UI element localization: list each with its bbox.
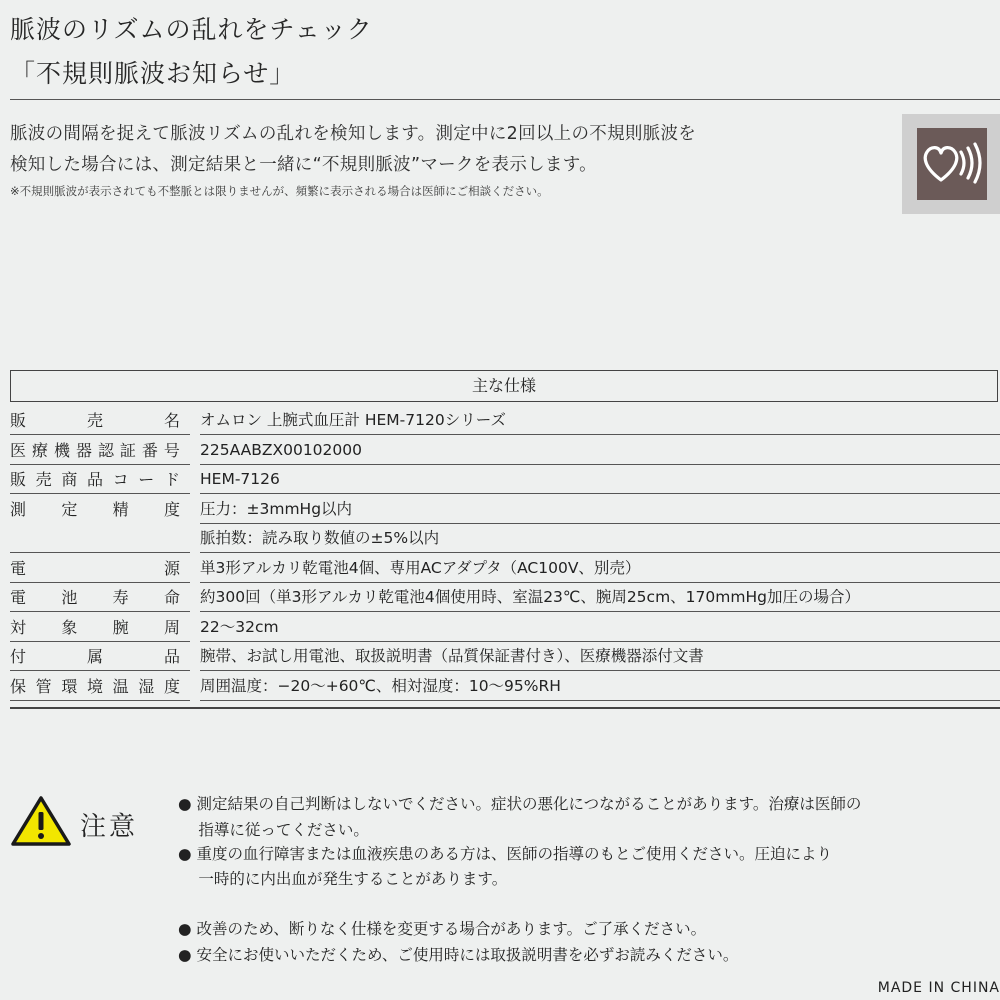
spec-label: 販 売 商 品 コ ー ド — [10, 470, 180, 489]
caution-label: 注意 — [80, 812, 139, 842]
spec-label: 付 属 品 — [10, 647, 180, 666]
page-title: 脈波のリズムの乱れをチェック — [10, 15, 373, 44]
divider — [10, 99, 1000, 100]
description-line-1: 脈波の間隔を捉えて脈波リズムの乱れを検知します。測定中に2回以上の不規則脈波を — [10, 124, 697, 144]
spec-value: オムロン 上腕式血圧計 HEM-7120シリーズ — [200, 411, 506, 429]
spec-value: 圧力：±3mmHg以内 — [200, 499, 353, 518]
spec-label: 保 管 環 境 温 湿 度 — [10, 676, 180, 696]
spec-label: 電 源 — [10, 558, 180, 578]
caution-line: ● 重度の血行障害または血液疾患のある方は、医師の指導のもとご使用ください。圧迫により — [178, 845, 832, 863]
description-note: ※不規則脈波が表示されても不整脈とは限りませんが、頻繁に表示される場合は医師にご相談ください。 — [10, 184, 549, 198]
caution-line: 指導に従ってください。 — [178, 821, 369, 839]
spec-row — [10, 524, 1000, 553]
spec-value: 225AABZX00102000 — [200, 440, 362, 459]
description-line-2: 検知した場合には、測定結果と一緒に“不規則脈波”マークを表示します。 — [10, 155, 597, 175]
spec-row — [10, 436, 1000, 465]
spec-value: 22〜32cm — [200, 617, 279, 636]
spec-value: 単3形アルカリ乾電池4個、専用ACアダプタ（AC100V、別売） — [200, 558, 641, 577]
caution-line: ● 測定結果の自己判断はしないでください。症状の悪化につながることがあります。治療は医師の — [178, 795, 862, 813]
spec-row — [10, 642, 1000, 671]
warning-icon — [10, 795, 72, 847]
spec-value: HEM-7126 — [200, 470, 280, 488]
spec-bottom-rule — [10, 707, 1000, 709]
spec-label: 対 象 腕 周 — [10, 617, 180, 637]
spec-label: 電 池 寿 命 — [10, 588, 180, 607]
spec-row — [10, 406, 1000, 435]
irregular-heartbeat-icon — [902, 114, 1000, 214]
spec-value: 脈拍数：読み取り数値の±5%以内 — [200, 529, 440, 547]
spec-label: 医 療 機 器 認 証 番 号 — [10, 440, 180, 460]
spec-row — [10, 495, 1000, 524]
origin-label: MADE IN CHINA — [877, 980, 1000, 996]
page-subtitle: 「不規則脈波お知らせ」 — [10, 59, 296, 88]
note-line: ● 改善のため、断りなく仕様を変更する場合があります。ご了承ください。 — [178, 920, 707, 938]
spec-label: 測 定 精 度 — [10, 499, 180, 519]
spec-value: 周囲温度：−20〜+60℃、相対湿度：10〜95%RH — [200, 676, 561, 695]
caution-line: 一時的に内出血が発生することがあります。 — [178, 870, 508, 888]
spec-row — [10, 583, 1000, 612]
spec-label: 販 売 名 — [10, 411, 180, 430]
spec-row — [10, 554, 1000, 583]
spec-value: 腕帯、お試し用電池、取扱説明書（品質保証書付き）、医療機器添付文書 — [200, 647, 704, 665]
spec-value: 約300回（単3形アルカリ乾電池4個使用時、室温23℃、腕周25cm、170mmHg加圧の場合） — [200, 588, 860, 606]
spec-row — [10, 465, 1000, 494]
spec-row — [10, 613, 1000, 642]
note-line: ● 安全にお使いいただくため、ご使用時には取扱説明書を必ずお読みください。 — [178, 946, 739, 964]
spec-row — [10, 672, 1000, 701]
spec-header: 主な仕様 — [10, 370, 998, 402]
